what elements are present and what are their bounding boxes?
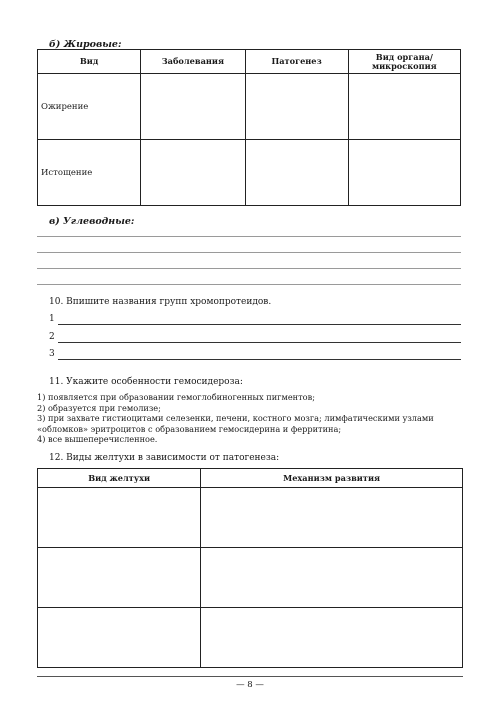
item-number: 3 [49, 349, 55, 359]
option-2[interactable]: 2) образуется при гемолизе; [37, 402, 161, 413]
option-4[interactable]: 4) все вышеперечисленное. [37, 434, 158, 445]
answer-cell[interactable] [201, 548, 463, 608]
col-header-organ-microscopy: Вид органа/ микроскопия [348, 50, 460, 74]
answer-cell[interactable] [348, 74, 460, 140]
answer-line[interactable] [37, 236, 461, 237]
section-c-heading: в) Углеводные: [49, 216, 135, 227]
answer-cell[interactable] [245, 140, 348, 206]
answer-line[interactable] [58, 342, 461, 343]
col-header-diseases: Заболевания [141, 50, 245, 74]
answer-cell[interactable] [201, 608, 463, 668]
table-header-row [38, 469, 463, 488]
table-row [38, 74, 461, 140]
question-10-prompt: 10. Впишите названия групп хромопротеидов. [49, 297, 272, 307]
question-11-options [37, 392, 461, 445]
option-3[interactable]: 3) при захвате гистиоцитами селезенки, печени, костного мозга; лимфатическими узлами «обломков» эритроцитов с образованием гемосидерина и ферритина; [37, 413, 434, 434]
answer-cell[interactable] [38, 488, 201, 548]
answer-cell[interactable] [141, 74, 245, 140]
table-row [38, 548, 463, 608]
answer-cell[interactable] [38, 608, 201, 668]
table-row [38, 488, 463, 548]
col-header-pathogenesis: Патогенез [245, 50, 348, 74]
answer-cell[interactable] [201, 488, 463, 548]
answer-line[interactable] [58, 324, 461, 325]
question-11-prompt: 11. Укажите особенности гемосидероза: [49, 377, 243, 387]
option-1[interactable]: 1) появляется при образовании гемоглобиногенных пигментов; [37, 392, 315, 402]
table-row [38, 608, 463, 668]
answer-line[interactable] [37, 252, 461, 253]
answer-cell[interactable] [348, 140, 460, 206]
item-number: 2 [49, 332, 55, 342]
answer-line[interactable] [58, 359, 461, 360]
footer-divider [37, 676, 463, 677]
answer-line[interactable] [37, 268, 461, 269]
answer-cell[interactable] [141, 140, 245, 206]
jaundice-table [37, 468, 463, 668]
section-b-heading: б) Жировые: [49, 39, 122, 50]
answer-cell[interactable] [245, 74, 348, 140]
question-12-prompt: 12. Виды желтухи в зависимости от патогенеза: [49, 453, 280, 463]
col-header-jaundice-type: Вид желтухи [38, 469, 201, 488]
row-label-obesity: Ожирение [38, 74, 141, 140]
answer-line[interactable] [37, 284, 461, 285]
answer-cell[interactable] [38, 548, 201, 608]
fat-dystrophy-table [37, 49, 461, 206]
page-number: — 8 — [236, 680, 264, 690]
col-header-mechanism: Механизм развития [201, 469, 463, 488]
col-header-type: Вид [38, 50, 141, 74]
item-number: 1 [49, 314, 55, 324]
table-header-row [38, 50, 461, 74]
table-row [38, 140, 461, 206]
row-label-exhaustion: Истощение [38, 140, 141, 206]
